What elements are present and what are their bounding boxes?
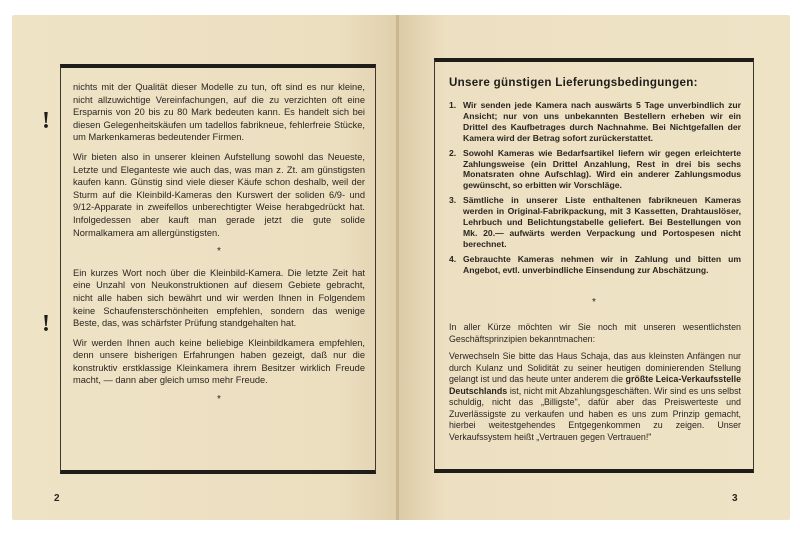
principles-text-start: Verwechseln Sie bitte das Haus Schaja, das aus kleinsten Anfängen nur durch Kulanz und Solidität zu seiner heutigen dominierenden Stellung gelangt ist und das heute unter anderem die [449, 351, 741, 384]
right-text-frame [434, 58, 754, 473]
exclamation-mark-1: ! [42, 108, 50, 134]
left-page [12, 15, 397, 520]
condition-item-2 [449, 148, 741, 192]
delivery-conditions-heading: Unsere günstigen Lieferungsbedingungen: [449, 76, 698, 89]
condition-number: 2. [449, 147, 457, 158]
leica-store-highlight: größte Leica-Verkaufsstelle Deutschlands [449, 374, 741, 396]
condition-number: 1. [449, 100, 457, 110]
left-separator-1: * [217, 246, 221, 258]
right-page [399, 15, 790, 520]
left-body-text [73, 81, 365, 415]
left-paragraph-4: Wir werden Ihnen auch keine beliebige Kleinbildkamera empfehlen, denn unsere bisherigen Erfahrungen haben gezeigt, daß nur die konstruktiv erstklassige Kleinkamera ihrem Besitzer wirklich Freude macht, — dann aber gleich umso mehr Freude. [73, 337, 365, 386]
condition-text: Wir senden jede Kamera nach auswärts 5 Tage unverbindlich zur Ansicht; nur von uns unbekannten Bestellern erheben wir ein Drittel des Kaufbetrages durch Nachnahme. Bei Nichtgefallen der Kamera wird der Betrag sofort zurückerstattet. [463, 100, 741, 143]
left-separator-2: * [217, 394, 221, 406]
right-page-number: 3 [732, 493, 738, 504]
left-paragraph-3: Ein kurzes Wort noch über die Kleinbild-Kamera. Die letzte Zeit hat eine Unzahl von Neukonstruktionen auf diesem Gebiete gebracht, nicht alle haben sich bewährt und wir werden Ihnen in Folgendem keine Schaufensterschönheiten empfehlen, sondern das wenige Beste, das, was schärfster Prüfung standgehalten hat. [73, 267, 365, 329]
principles-text-end: ist, nicht mit Abzahlungsgeschäften. Wir sind es uns selbst schuldig, nicht das „Billigste", dafür aber das Preiswerteste und Zuverlässigste zu verkaufen und haben es uns zum Prinzip gemacht, hierbei weitestgehendes Entgegenkommen zu zeigen. Unser Verkaufssystem heißt „Vertrauen gegen Vertrauen!" [449, 385, 741, 442]
condition-number: 4. [449, 253, 457, 264]
delivery-conditions-list [449, 100, 741, 280]
condition-item-1 [449, 100, 741, 144]
principles-intro: In aller Kürze möchten wir Sie noch mit unseren wesentlichsten Geschäftsprinzipien bekanntmachen: [449, 322, 741, 344]
left-paragraph-2: Wir bieten also in unserer kleinen Aufstellung sowohl das Neueste, Letzte und Eleganteste wie auch das, was man z. Zt. am günstigsten kaufen kann. Günstig sind viele dieser Käufe schon deshalb, weil der Sturm auf die Kleinbild-Kameras den Kurswert der soliden 6/9- und 9/12-Apparate in zweifellos unberechtigter Weise herabgedrückt hat. Infolgedessen aber kauft man gerade jetzt die gute solide Normalkamera am allergünstigsten. [73, 151, 365, 238]
condition-text: Gebrauchte Kameras nehmen wir in Zahlung und bitten um Angebot, evtl. unverbindliche Einsendung zur Abschätzung. [463, 253, 741, 275]
exclamation-mark-2: ! [42, 311, 50, 337]
right-separator: * [592, 297, 596, 308]
condition-number: 3. [449, 195, 457, 206]
condition-text: Sowohl Kameras wie Bedarfsartikel liefern wir gegen erleichterte Zahlungsweise (ein Drittel Anzahlung, Rest in drei bis sechs Monatsraten ohne Aufschlag). Wird ein anderer Zahlungsmodus gewünscht, so erbitten wir Vorschläge. [463, 147, 741, 191]
principles-paragraph [449, 351, 741, 443]
left-text-frame [60, 64, 376, 474]
left-page-number: 2 [54, 493, 60, 504]
condition-item-3 [449, 195, 741, 250]
condition-item-4 [449, 254, 741, 276]
condition-text: Sämtliche in unserer Liste enthaltenen fabrikneuen Kameras werden in Original-Fabrikpackung, mit 3 Kassetten, Drahtauslöser, Lehrbuch und Belichtungstabelle geliefert. Bei Bestellungen von Mk. 20.— aufwärts werden Verpackung und Portospesen nicht berechnet. [463, 195, 741, 249]
left-paragraph-1: nichts mit der Qualität dieser Modelle zu tun, oft sind es nur kleine, nicht allzuwichtige Vereinfachungen, auf die zu verzichten oft eine Ersparnis von 20 bis zu 80 Mark bedeuten kann. Es handelt sich bei diesen Gelegenheitskäufen um tadellos fabrikneue, fehlerfreie Stücke, um Markenkameras bedeutender Firmen. [73, 82, 365, 143]
right-body-text [449, 322, 741, 449]
